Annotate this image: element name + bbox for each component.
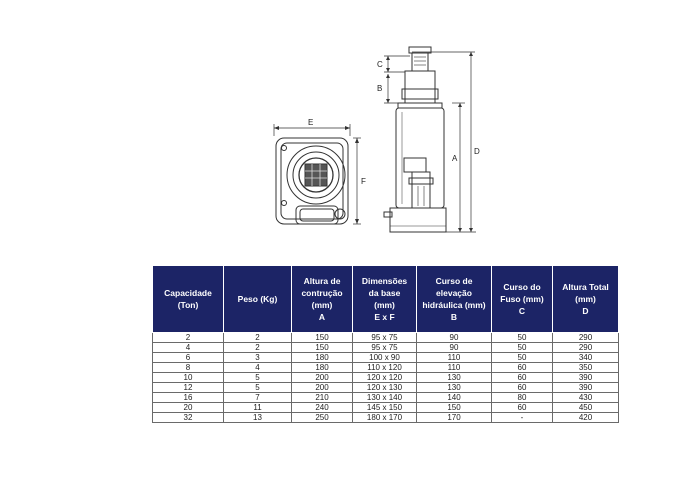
- table-cell-hydraulic-stroke: 110: [417, 353, 492, 363]
- table-cell-weight: 2: [224, 333, 292, 343]
- table-cell-total-height: 390: [553, 373, 619, 383]
- column-header-line: Curso de: [435, 276, 473, 286]
- column-header-base-dimensions: [353, 266, 417, 333]
- column-header-line: Curso do: [503, 282, 541, 292]
- table-cell-screw-stroke: 60: [492, 383, 553, 393]
- table-cell-screw-stroke: 80: [492, 393, 553, 403]
- table-cell-base-dimensions: 120 x 130: [353, 383, 417, 393]
- table-cell-screw-stroke: 60: [492, 363, 553, 373]
- table-cell-hydraulic-stroke: 140: [417, 393, 492, 403]
- table-body: [153, 333, 619, 423]
- table-cell-weight: 5: [224, 383, 292, 393]
- table-cell-build-height: 200: [292, 373, 353, 383]
- table-cell-build-height: 180: [292, 363, 353, 373]
- specifications-table: [152, 265, 619, 423]
- table-cell-total-height: 290: [553, 343, 619, 353]
- table-row: [153, 413, 619, 423]
- column-header-line: (mm): [374, 300, 395, 310]
- table-row: [153, 383, 619, 393]
- table-cell-screw-stroke: 50: [492, 333, 553, 343]
- table-cell-capacity: 16: [153, 393, 224, 403]
- dimension-d-label: D: [474, 147, 480, 156]
- table-cell-weight: 13: [224, 413, 292, 423]
- column-header-line: A: [318, 312, 326, 322]
- column-header-line: Fuso (mm): [500, 294, 544, 304]
- table-row: [153, 363, 619, 373]
- table-cell-hydraulic-stroke: 130: [417, 373, 492, 383]
- table-cell-base-dimensions: 95 x 75: [353, 343, 417, 353]
- table-cell-screw-stroke: 50: [492, 353, 553, 363]
- table-cell-weight: 2: [224, 343, 292, 353]
- table-cell-build-height: 200: [292, 383, 353, 393]
- table-cell-hydraulic-stroke: 150: [417, 403, 492, 413]
- table-cell-base-dimensions: 145 x 150: [353, 403, 417, 413]
- jack-side-view: [384, 47, 476, 232]
- table-cell-capacity: 20: [153, 403, 224, 413]
- column-header-line: D: [582, 306, 589, 316]
- column-header-line: Dimensões: [361, 276, 408, 286]
- table-cell-build-height: 210: [292, 393, 353, 403]
- column-header-line: hidráulica (mm): [422, 300, 486, 310]
- table-cell-capacity: 12: [153, 383, 224, 393]
- table-cell-capacity: 8: [153, 363, 224, 373]
- dimension-f-label: F: [361, 177, 366, 186]
- dimension-a-label: A: [452, 154, 458, 163]
- column-header-line: elevação: [436, 288, 472, 298]
- column-header-weight: [224, 266, 292, 333]
- table-row: [153, 343, 619, 353]
- table-cell-hydraulic-stroke: 90: [417, 333, 492, 343]
- table-cell-total-height: 390: [553, 383, 619, 393]
- column-header-build-height: [292, 266, 353, 333]
- header-row: [153, 266, 619, 333]
- table-cell-base-dimensions: 180 x 170: [353, 413, 417, 423]
- table-cell-weight: 11: [224, 403, 292, 413]
- table-cell-screw-stroke: -: [492, 413, 553, 423]
- table-cell-weight: 4: [224, 363, 292, 373]
- column-header-line: (mm): [575, 294, 596, 304]
- table-cell-total-height: 290: [553, 333, 619, 343]
- table-cell-total-height: 350: [553, 363, 619, 373]
- table-cell-base-dimensions: 110 x 120: [353, 363, 417, 373]
- column-header-line: E x F: [374, 312, 395, 322]
- column-header-line: C: [518, 306, 526, 316]
- table-cell-base-dimensions: 95 x 75: [353, 333, 417, 343]
- table-cell-base-dimensions: 120 x 120: [353, 373, 417, 383]
- table-cell-capacity: 4: [153, 343, 224, 353]
- column-header-screw-stroke: [492, 266, 553, 333]
- table-row: [153, 373, 619, 383]
- table-cell-build-height: 180: [292, 353, 353, 363]
- table-row: [153, 393, 619, 403]
- table-cell-hydraulic-stroke: 170: [417, 413, 492, 423]
- table-cell-capacity: 2: [153, 333, 224, 343]
- table-cell-weight: 3: [224, 353, 292, 363]
- table-cell-capacity: 6: [153, 353, 224, 363]
- table-row: [153, 403, 619, 413]
- dimension-c-label: C: [377, 60, 383, 69]
- table-cell-build-height: 150: [292, 333, 353, 343]
- table-cell-total-height: 340: [553, 353, 619, 363]
- dimension-b-label: B: [377, 84, 383, 93]
- table-cell-total-height: 430: [553, 393, 619, 403]
- column-header-line: Peso (Kg): [237, 294, 278, 304]
- table-cell-total-height: 420: [553, 413, 619, 423]
- table-cell-hydraulic-stroke: 110: [417, 363, 492, 373]
- column-header-line: Altura de: [303, 276, 341, 286]
- column-header-line: Altura Total: [562, 282, 609, 292]
- table-cell-base-dimensions: 100 x 90: [353, 353, 417, 363]
- table-cell-build-height: 150: [292, 343, 353, 353]
- column-header-line: (Ton): [177, 300, 199, 310]
- table-cell-weight: 7: [224, 393, 292, 403]
- column-header-total-height: [553, 266, 619, 333]
- table-cell-weight: 5: [224, 373, 292, 383]
- table-row: [153, 353, 619, 363]
- table-cell-build-height: 240: [292, 403, 353, 413]
- column-header-capacity: [153, 266, 224, 333]
- column-header-line: da base: [368, 288, 401, 298]
- table-cell-build-height: 250: [292, 413, 353, 423]
- table-cell-capacity: 10: [153, 373, 224, 383]
- dimension-e-label: E: [308, 118, 314, 127]
- table-cell-screw-stroke: 60: [492, 373, 553, 383]
- table-cell-screw-stroke: 50: [492, 343, 553, 353]
- column-header-hydraulic-stroke: [417, 266, 492, 333]
- table-cell-total-height: 450: [553, 403, 619, 413]
- column-header-line: B: [450, 312, 458, 322]
- table-header: [153, 266, 619, 333]
- table-row: [153, 333, 619, 343]
- table-cell-screw-stroke: 60: [492, 403, 553, 413]
- table-cell-hydraulic-stroke: 130: [417, 383, 492, 393]
- column-header-line: contrução: [301, 288, 343, 298]
- table-cell-base-dimensions: 130 x 140: [353, 393, 417, 403]
- table-cell-capacity: 32: [153, 413, 224, 423]
- base-top-view: [274, 124, 361, 224]
- column-header-line: (mm): [311, 300, 333, 310]
- table-cell-hydraulic-stroke: 90: [417, 343, 492, 353]
- column-header-line: Capacidade: [164, 288, 212, 298]
